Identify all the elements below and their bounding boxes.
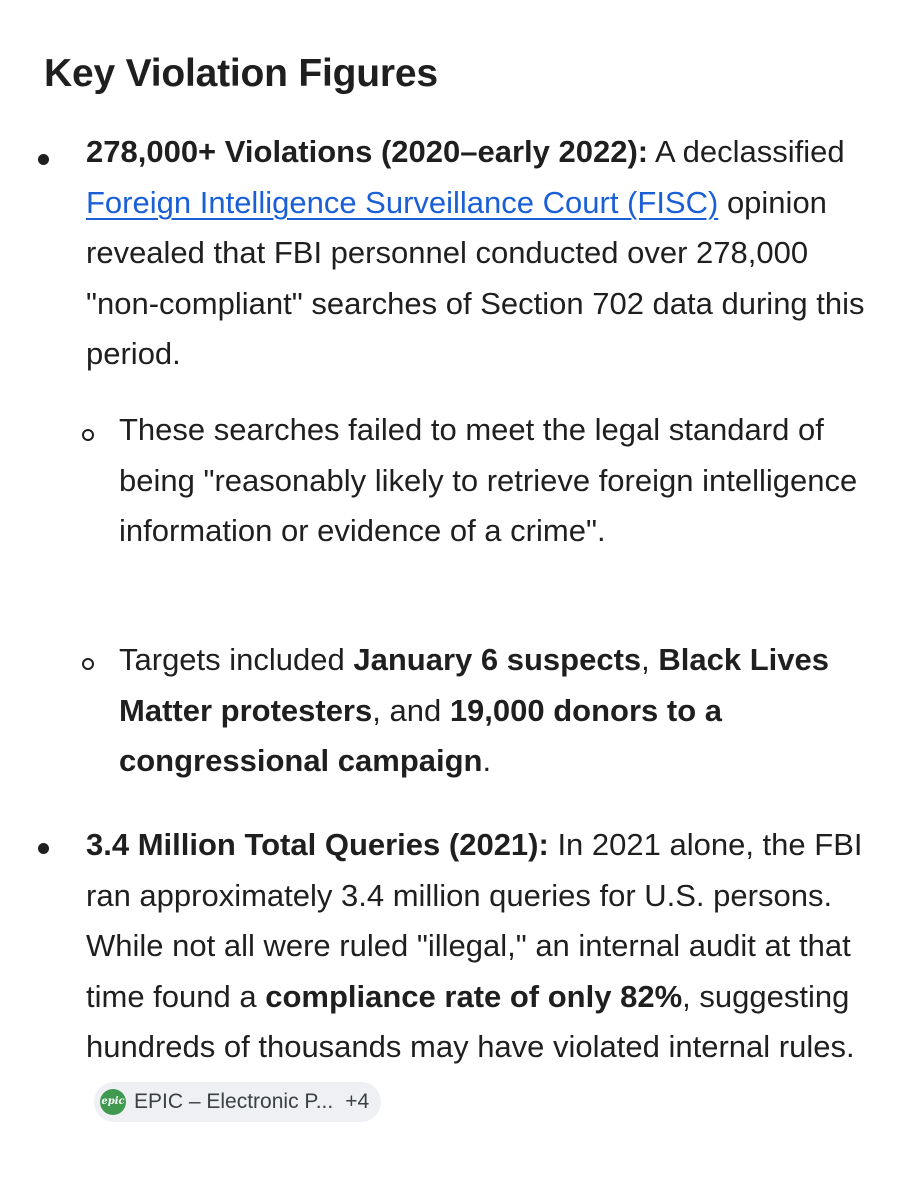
sub-item-bold: Black Lives Matter protesters bbox=[119, 642, 829, 728]
sub-item-text: , bbox=[641, 642, 659, 677]
sub-bullet-marker bbox=[82, 658, 94, 670]
bullet-text: , suggesting hundreds of thousands may have violated internal rules. bbox=[86, 978, 855, 1064]
section-heading: Key Violation Figures bbox=[44, 52, 438, 95]
bullet-text: In 2021 alone, the FBI ran approximately 3.4 million queries for U.S. persons. While not all were ruled "illegal," an internal audit at that time found a bbox=[86, 827, 863, 1014]
bullet-text: A declassified bbox=[648, 134, 845, 169]
source-chip-label: EPIC – Electronic P... bbox=[134, 1089, 334, 1113]
bullet-lead: 278,000+ Violations (2020–early 2022): bbox=[86, 134, 649, 169]
bullet-lead: 3.4 Million Total Queries (2021): bbox=[86, 827, 549, 862]
bullet-marker bbox=[38, 154, 49, 165]
bullet-item-queries bbox=[86, 820, 886, 1123]
bullet-marker bbox=[38, 843, 49, 854]
fisc-link[interactable]: Foreign Intelligence Surveillance Court (FISC) bbox=[86, 184, 719, 220]
sub-bullet-marker bbox=[82, 429, 94, 441]
source-chip-count: +4 bbox=[345, 1089, 370, 1113]
epic-logo-icon: epic bbox=[100, 1089, 126, 1115]
bullet-bold: compliance rate of only 82% bbox=[265, 978, 683, 1014]
sub-item-legal-standard bbox=[119, 405, 889, 557]
sub-item-text: . bbox=[482, 743, 492, 778]
bullet-item-violations bbox=[86, 127, 886, 380]
sub-item-targets bbox=[119, 635, 889, 787]
sub-item-text: Targets included bbox=[119, 642, 354, 677]
bullet-text: opinion revealed that FBI personnel conducted over 278,000 "non-compliant" searches of Section 702 data during this period. bbox=[86, 184, 865, 371]
source-chip[interactable] bbox=[94, 1082, 381, 1122]
sub-item-text: These searches failed to meet the legal standard of being "reasonably likely to retrieve foreign intelligence information or evidence of a crime". bbox=[119, 412, 858, 548]
sub-item-text: , and bbox=[372, 692, 450, 728]
sub-item-bold: 19,000 donors to a congressional campaign bbox=[119, 692, 723, 778]
sub-item-bold: January 6 suspects bbox=[353, 642, 642, 677]
